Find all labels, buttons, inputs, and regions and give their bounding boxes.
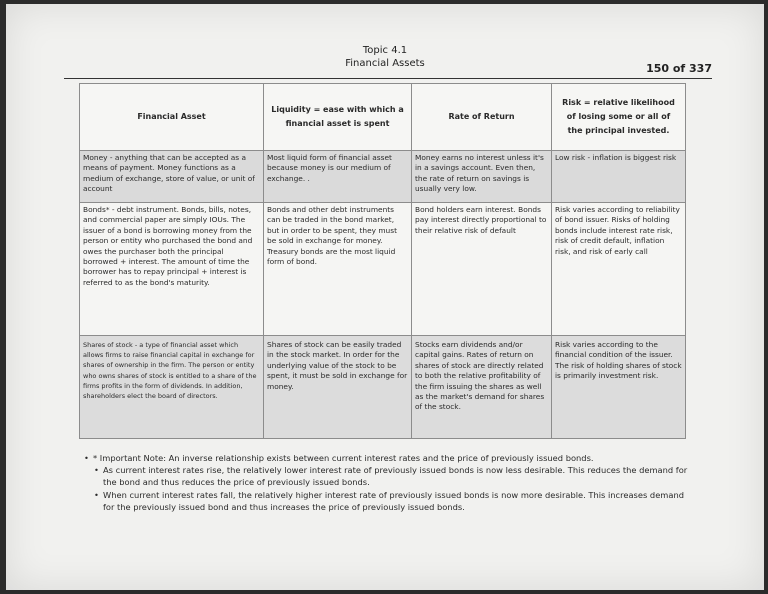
note-sub-fall-text: When current interest rates fall, the relatively higher interest rate of previously issued bonds is now more desirable. This increases demand for the previously issued bond and thus increases the price of previously issued bonds.	[103, 489, 684, 512]
cell-bonds-return: Bond holders earn interest. Bonds pay interest directly proportional to their relative risk of default	[412, 203, 552, 336]
note-sub-rise	[94, 464, 696, 488]
header-financial-asset: Financial Asset	[80, 84, 264, 151]
table-header-row	[80, 84, 686, 151]
cell-money-return: Money earns no interest unless it's in a savings account. Even then, the rate of return on savings is usually very low.	[412, 151, 552, 203]
cell-money-asset: Money - anything that can be accepted as a means of payment. Money functions as a medium of exchange, store of value, or unit of account	[80, 151, 264, 203]
table-row-stock	[80, 336, 686, 439]
bullet-icon: •	[84, 453, 89, 463]
notes-section	[84, 452, 696, 513]
header-divider	[64, 78, 712, 79]
note-sub-fall	[94, 489, 696, 513]
topic-title: Financial Assets	[345, 58, 425, 69]
cell-stock-risk: Risk varies according to the financial condition of the issuer. The risk of holding shares of stock is primarily investment risk.	[552, 336, 686, 439]
topic-number: Topic 4.1	[362, 45, 408, 56]
financial-assets-table	[79, 83, 686, 439]
bullet-icon: •	[94, 465, 99, 476]
cell-stock-return: Stocks earn dividends and/or capital gains. Rates of return on shares of stock are directly related to both the relative profitability of the firm issuing the shares as well as the market's demand for shares of the stock.	[412, 336, 552, 439]
cell-bonds-risk: Risk varies according to reliability of bond issuer. Risks of holding bonds include interest rate risk, risk of credit default, inflation risk, and risk of early call	[552, 203, 686, 336]
header-liquidity: Liquidity = ease with which a financial asset is spent	[264, 84, 412, 151]
cell-stock-asset: Shares of stock - a type of financial asset which allows firms to raise financial capital in exchange for shares of ownership in the firm. The person or entity who owns shares of stock is entitled to a share of the firms profits in the form of dividends. In addition, shareholders elect the board of directors.	[80, 336, 264, 439]
cell-bonds-liquidity: Bonds and other debt instruments can be traded in the bond market, but in order to be spent, they must be sold in exchange for money. Treasury bonds are the most liquid form of bond.	[264, 203, 412, 336]
cell-money-liquidity: Most liquid form of financial asset because money is our medium of exchange. .	[264, 151, 412, 203]
note-main	[84, 452, 696, 464]
cell-bonds-asset: Bonds* - debt instrument. Bonds, bills, notes, and commercial paper are simply IOUs. The issuer of a bond is borrowing money from the person or entity who purchased the bond and owes the purchaser both the principal borrowed + interest. The amount of time the borrower has to repay principal + interest is referred to as the bond's maturity.	[80, 203, 264, 336]
bullet-icon: •	[94, 489, 99, 500]
note-main-text: * Important Note: An inverse relationship exists between current interest rates and the price of previously issued bonds.	[93, 453, 594, 463]
page-indicator: 150 of 337	[646, 62, 712, 75]
header-rate-of-return: Rate of Return	[412, 84, 552, 151]
cell-stock-liquidity: Shares of stock can be easily traded in the stock market. In order for the underlying value of the stock to be spent, it must be sold in exchange for money.	[264, 336, 412, 439]
table-row-bonds	[80, 203, 686, 336]
note-sub-rise-text: As current interest rates rise, the relatively lower interest rate of previously issued bonds is now less desirable. This reduces the demand for the bond and thus reduces the price of previously issued bonds.	[103, 465, 688, 488]
header-risk: Risk = relative likelihood of losing some or all of the principal invested.	[552, 84, 686, 151]
table-row-money	[80, 151, 686, 203]
cell-money-risk: Low risk - inflation is biggest risk	[552, 151, 686, 203]
